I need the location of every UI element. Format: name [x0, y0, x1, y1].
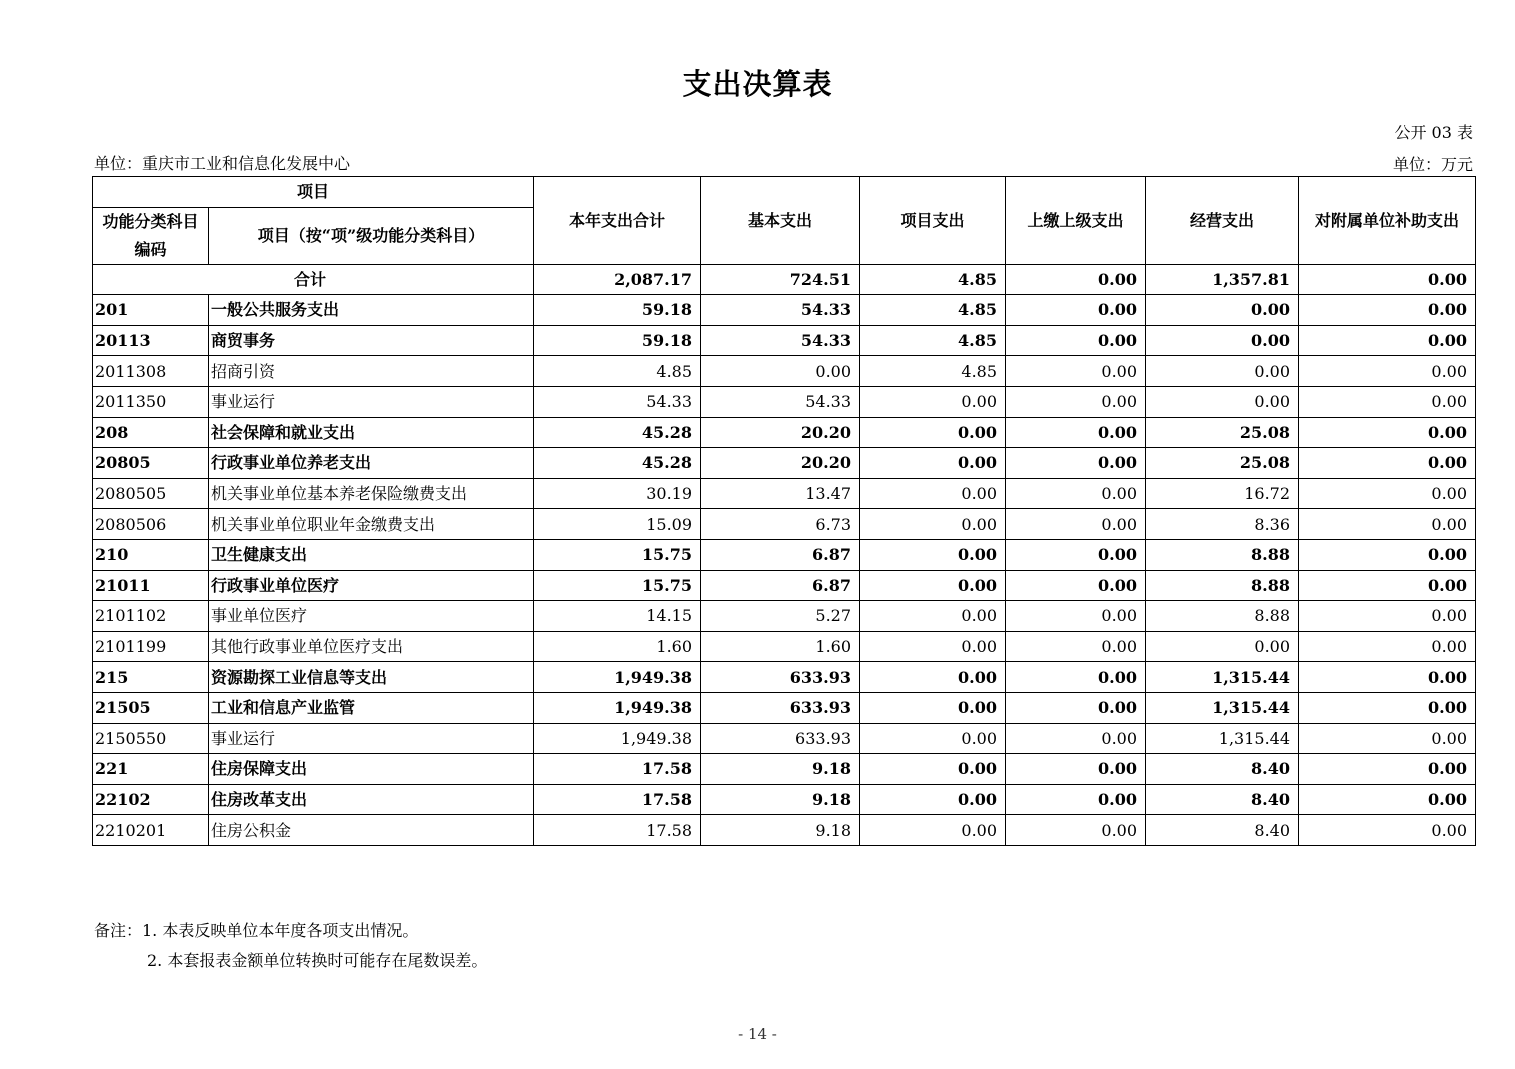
row-value: 0.00: [1006, 601, 1146, 632]
row-value: 4.85: [860, 356, 1006, 387]
row-code: 201: [93, 295, 209, 326]
row-value: 0.00: [1006, 692, 1146, 723]
row-value: 0.00: [701, 356, 860, 387]
row-value: 0.00: [860, 570, 1006, 601]
row-value: 0.00: [1146, 386, 1299, 417]
row-value: 1,315.44: [1146, 723, 1299, 754]
row-value: 1,315.44: [1146, 692, 1299, 723]
row-code: 2011308: [93, 356, 209, 387]
header-subsidy: 对附属单位补助支出: [1299, 177, 1476, 265]
table-row: [93, 417, 1476, 448]
row-value: 0.00: [1006, 815, 1146, 846]
row-value: 17.58: [534, 815, 701, 846]
note-line-1: 备注：1. 本表反映单位本年度各项支出情况。: [94, 921, 419, 940]
row-value: 6.87: [701, 570, 860, 601]
row-value: 0.00: [1006, 662, 1146, 693]
row-value: 54.33: [701, 325, 860, 356]
row-value: 45.28: [534, 448, 701, 479]
total-row: [93, 264, 1476, 295]
row-value: 0.00: [1299, 295, 1476, 326]
row-code: 22102: [93, 784, 209, 815]
row-value: 1.60: [701, 631, 860, 662]
row-value: 0.00: [860, 509, 1006, 540]
row-value: 4.85: [860, 295, 1006, 326]
row-code: 210: [93, 539, 209, 570]
row-value: 6.73: [701, 509, 860, 540]
total-label: 合计: [93, 264, 534, 295]
row-code: 208: [93, 417, 209, 448]
row-value: 8.88: [1146, 539, 1299, 570]
header-code: 功能分类科目编码: [93, 207, 209, 264]
row-value: 17.58: [534, 754, 701, 785]
row-value: 16.72: [1146, 478, 1299, 509]
row-code: 2101199: [93, 631, 209, 662]
row-value: 0.00: [860, 723, 1006, 754]
table-row: [93, 662, 1476, 693]
row-value: 0.00: [860, 631, 1006, 662]
row-value: 20.20: [701, 417, 860, 448]
row-value: 45.28: [534, 417, 701, 448]
form-number: 公开 03 表: [1394, 123, 1473, 142]
header-project: 项目: [93, 177, 534, 208]
row-name: 卫生健康支出: [209, 539, 534, 570]
row-name: 工业和信息产业监管: [209, 692, 534, 723]
row-value: 0.00: [1299, 662, 1476, 693]
row-value: 20.20: [701, 448, 860, 479]
row-name: 其他行政事业单位医疗支出: [209, 631, 534, 662]
row-value: 9.18: [701, 815, 860, 846]
row-value: 0.00: [1006, 478, 1146, 509]
row-name: 事业单位医疗: [209, 601, 534, 632]
row-name: 行政事业单位养老支出: [209, 448, 534, 479]
row-code: 2080506: [93, 509, 209, 540]
row-value: 0.00: [1299, 356, 1476, 387]
row-value: 8.40: [1146, 784, 1299, 815]
expenditure-table: [92, 176, 1476, 846]
row-value: 0.00: [860, 692, 1006, 723]
row-name: 事业运行: [209, 386, 534, 417]
row-value: 0.00: [1146, 631, 1299, 662]
row-value: 8.88: [1146, 601, 1299, 632]
row-value: 633.93: [701, 662, 860, 693]
row-name: 机关事业单位基本养老保险缴费支出: [209, 478, 534, 509]
row-name: 住房改革支出: [209, 784, 534, 815]
row-value: 8.40: [1146, 754, 1299, 785]
table-row: [93, 754, 1476, 785]
row-value: 8.88: [1146, 570, 1299, 601]
row-value: 13.47: [701, 478, 860, 509]
row-value: 0.00: [1006, 570, 1146, 601]
table-row: [93, 631, 1476, 662]
row-name: 住房公积金: [209, 815, 534, 846]
row-value: 633.93: [701, 723, 860, 754]
row-value: 0.00: [1299, 509, 1476, 540]
row-value: 15.09: [534, 509, 701, 540]
row-value: 0.00: [860, 417, 1006, 448]
table-row: [93, 295, 1476, 326]
header-upper-remit: 上缴上级支出: [1006, 177, 1146, 265]
row-code: 2080505: [93, 478, 209, 509]
row-value: 0.00: [1146, 295, 1299, 326]
row-name: 一般公共服务支出: [209, 295, 534, 326]
table-row: [93, 448, 1476, 479]
row-name: 商贸事务: [209, 325, 534, 356]
header-basic: 基本支出: [701, 177, 860, 265]
row-value: 5.27: [701, 601, 860, 632]
row-code: 20113: [93, 325, 209, 356]
table-row: [93, 570, 1476, 601]
row-value: 0.00: [1006, 417, 1146, 448]
row-value: 0.00: [1006, 386, 1146, 417]
row-value: 15.75: [534, 539, 701, 570]
page-number: - 14 -: [738, 1025, 777, 1043]
row-value: 0.00: [860, 662, 1006, 693]
row-value: 59.18: [534, 325, 701, 356]
table-row: [93, 539, 1476, 570]
reporting-unit: 单位：重庆市工业和信息化发展中心: [94, 154, 351, 173]
row-value: 0.00: [1299, 478, 1476, 509]
row-value: 0.00: [1006, 631, 1146, 662]
row-value: 59.18: [534, 295, 701, 326]
row-value: 0.00: [1299, 448, 1476, 479]
total-cell: 1,357.81: [1146, 264, 1299, 295]
table-row: [93, 723, 1476, 754]
header-total: 本年支出合计: [534, 177, 701, 265]
table-row: [93, 356, 1476, 387]
table-row: [93, 601, 1476, 632]
row-value: 0.00: [1299, 631, 1476, 662]
row-code: 2101102: [93, 601, 209, 632]
row-value: 0.00: [1299, 601, 1476, 632]
header-business: 经营支出: [1146, 177, 1299, 265]
row-value: 0.00: [860, 601, 1006, 632]
row-value: 0.00: [1299, 570, 1476, 601]
row-name: 机关事业单位职业年金缴费支出: [209, 509, 534, 540]
row-value: 9.18: [701, 754, 860, 785]
row-name: 社会保障和就业支出: [209, 417, 534, 448]
row-name: 住房保障支出: [209, 754, 534, 785]
total-cell: 724.51: [701, 264, 860, 295]
note-line-2: 2. 本套报表金额单位转换时可能存在尾数误差。: [147, 951, 488, 970]
row-value: 1,315.44: [1146, 662, 1299, 693]
row-value: 0.00: [860, 448, 1006, 479]
row-value: 0.00: [1006, 754, 1146, 785]
row-value: 0.00: [1146, 356, 1299, 387]
total-cell: 0.00: [1299, 264, 1476, 295]
row-value: 4.85: [860, 325, 1006, 356]
row-value: 0.00: [860, 478, 1006, 509]
row-value: 0.00: [1299, 692, 1476, 723]
row-value: 8.40: [1146, 815, 1299, 846]
row-code: 221: [93, 754, 209, 785]
table-row: [93, 325, 1476, 356]
row-value: 54.33: [701, 386, 860, 417]
row-value: 0.00: [1299, 723, 1476, 754]
row-value: 0.00: [860, 539, 1006, 570]
row-value: 1,949.38: [534, 662, 701, 693]
table-row: [93, 784, 1476, 815]
row-value: 0.00: [860, 784, 1006, 815]
row-value: 4.85: [534, 356, 701, 387]
row-value: 0.00: [1006, 325, 1146, 356]
row-value: 15.75: [534, 570, 701, 601]
header-project-expense: 项目支出: [860, 177, 1006, 265]
row-value: 0.00: [860, 815, 1006, 846]
row-value: 0.00: [1299, 754, 1476, 785]
row-value: 0.00: [1299, 539, 1476, 570]
row-value: 0.00: [1299, 815, 1476, 846]
row-value: 8.36: [1146, 509, 1299, 540]
row-code: 2150550: [93, 723, 209, 754]
row-value: 0.00: [860, 754, 1006, 785]
row-value: 0.00: [1006, 509, 1146, 540]
row-code: 20805: [93, 448, 209, 479]
row-value: 54.33: [534, 386, 701, 417]
row-value: 1,949.38: [534, 723, 701, 754]
table-row: [93, 509, 1476, 540]
table-row: [93, 692, 1476, 723]
row-value: 30.19: [534, 478, 701, 509]
row-value: 17.58: [534, 784, 701, 815]
row-value: 0.00: [1006, 723, 1146, 754]
row-value: 0.00: [1006, 448, 1146, 479]
row-value: 0.00: [1299, 325, 1476, 356]
row-code: 2011350: [93, 386, 209, 417]
row-name: 资源勘探工业信息等支出: [209, 662, 534, 693]
row-code: 21011: [93, 570, 209, 601]
row-value: 1.60: [534, 631, 701, 662]
row-name: 招商引资: [209, 356, 534, 387]
table-row: [93, 815, 1476, 846]
header-name: 项目（按“项”级功能分类科目）: [209, 207, 534, 264]
row-code: 21505: [93, 692, 209, 723]
row-value: 0.00: [1299, 784, 1476, 815]
row-value: 25.08: [1146, 417, 1299, 448]
row-value: 6.87: [701, 539, 860, 570]
row-code: 215: [93, 662, 209, 693]
row-value: 0.00: [1299, 417, 1476, 448]
row-value: 633.93: [701, 692, 860, 723]
row-value: 0.00: [1006, 356, 1146, 387]
row-value: 0.00: [1146, 325, 1299, 356]
row-code: 2210201: [93, 815, 209, 846]
header-row-top: [93, 177, 1476, 208]
row-value: 9.18: [701, 784, 860, 815]
row-value: 0.00: [1006, 539, 1146, 570]
row-value: 14.15: [534, 601, 701, 632]
total-cell: 0.00: [1006, 264, 1146, 295]
currency-unit: 单位：万元: [1392, 155, 1473, 174]
row-value: 25.08: [1146, 448, 1299, 479]
table-row: [93, 478, 1476, 509]
page-title: 支出决算表: [682, 67, 833, 101]
row-value: 0.00: [1006, 784, 1146, 815]
row-value: 54.33: [701, 295, 860, 326]
row-name: 行政事业单位医疗: [209, 570, 534, 601]
total-cell: 2,087.17: [534, 264, 701, 295]
table-row: [93, 386, 1476, 417]
row-value: 0.00: [860, 386, 1006, 417]
row-value: 1,949.38: [534, 692, 701, 723]
total-cell: 4.85: [860, 264, 1006, 295]
row-name: 事业运行: [209, 723, 534, 754]
row-value: 0.00: [1299, 386, 1476, 417]
row-value: 0.00: [1006, 295, 1146, 326]
